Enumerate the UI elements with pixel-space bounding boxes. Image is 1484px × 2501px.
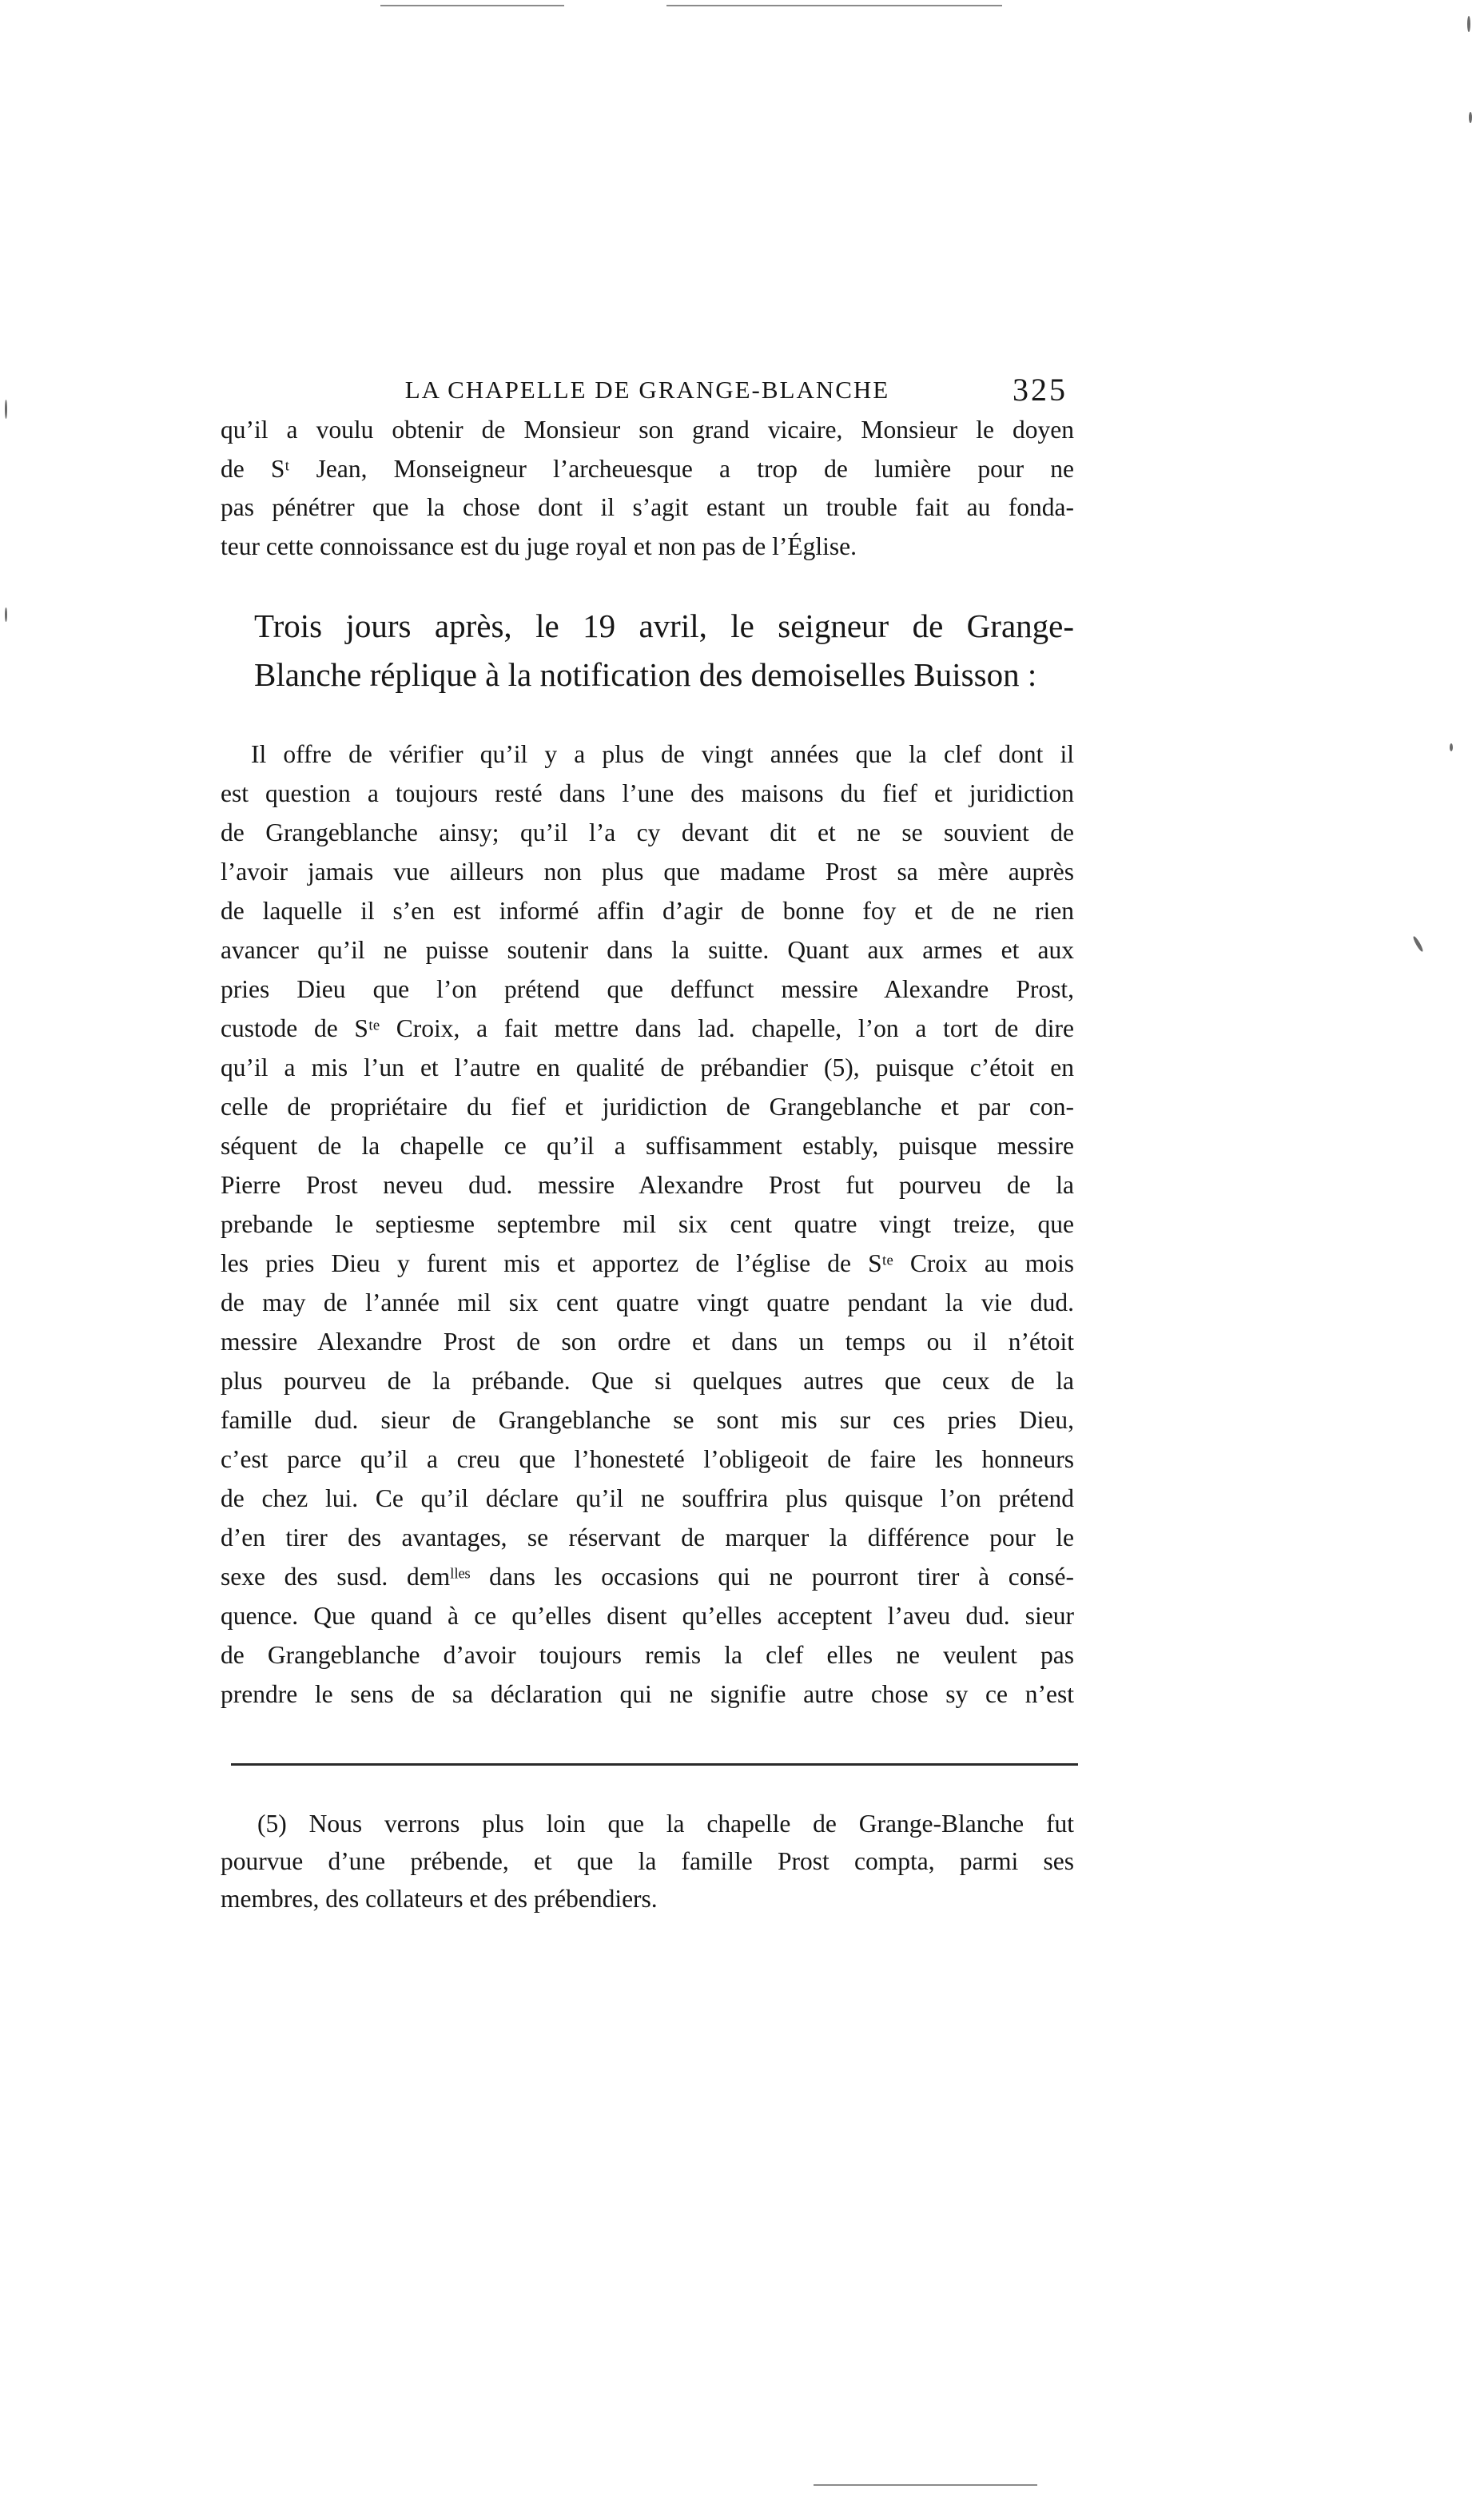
text-line: de Sᵗ Jean, Monseigneur l’archeuesque a trop de lumière pour ne — [221, 454, 1074, 483]
page-content — [221, 369, 1074, 1714]
lead-paragraph — [221, 602, 1074, 699]
scan-speck — [1450, 743, 1453, 751]
text-line: qu’il a mis l’un et l’autre en qualité de prébandier (5), puisque c’étoit en — [221, 1053, 1074, 1081]
text-line: d’en tirer des avantages, se réservant de marquer la différence pour le — [221, 1523, 1074, 1551]
text-line: plus pourveu de la prébande. Que si quelques autres que ceux de la — [221, 1367, 1074, 1395]
footnote — [221, 1805, 1074, 1918]
text-line: teur cette connoissance est du juge royal et non pas de l’Église. — [221, 532, 857, 560]
scan-speck — [1467, 16, 1470, 32]
text-line: messire Alexandre Prost de son ordre et dans un temps ou il n’étoit — [221, 1328, 1074, 1356]
running-head — [221, 369, 1074, 411]
text-line: prebande le septiesme septembre mil six cent quatre vingt treize, que — [221, 1210, 1074, 1238]
text-line: l’avoir jamais vue ailleurs non plus que madame Prost sa mère auprès — [221, 858, 1074, 886]
text-line: sexe des susd. demˡˡᵉˢ dans les occasions qui ne pourront tirer à consé- — [221, 1563, 1074, 1591]
footnote-line: pourvue d’une prébende, et que la famille Prost compta, parmi ses — [221, 1847, 1074, 1875]
scan-speck — [5, 607, 7, 622]
scan-speck — [5, 400, 7, 419]
text-line: de Grangeblanche d’avoir toujours remis la clef elles ne veulent pas — [221, 1641, 1074, 1669]
text-line: de laquelle il s’en est informé affin d’agir de bonne foy et de ne rien — [221, 897, 1074, 925]
text-line: qu’il a voulu obtenir de Monsieur son grand vicaire, Monsieur le doyen — [221, 416, 1074, 444]
text-line: est question a toujours resté dans l’une des maisons du fief et juridiction — [221, 779, 1074, 807]
footnote-line: membres, des collateurs et des prébendiers. — [221, 1885, 658, 1913]
text-line: quence. Que quand à ce qu’elles disent qu’elles acceptent l’aveu dud. sieur — [221, 1602, 1074, 1630]
scan-edge-top-left — [380, 5, 564, 6]
text-line: prendre le sens de sa déclaration qui ne signifie autre chose sy ce n’est — [221, 1680, 1074, 1708]
text-line: c’est parce qu’il a creu que l’honesteté l’obligeoit de faire les honneurs — [221, 1445, 1074, 1473]
running-title: LA CHAPELLE DE GRANGE-BLANCHE — [404, 376, 890, 404]
quoted-declaration — [221, 735, 1074, 1714]
text-line: les pries Dieu y furent mis et apportez de l’église de Sᵗᵉ Croix au mois — [221, 1249, 1074, 1277]
text-line: Blanche réplique à la notification des demoiselles Buisson : — [254, 656, 1037, 693]
text-line: pries Dieu que l’on prétend que deffunct messire Alexandre Prost, — [221, 975, 1074, 1003]
text-line: de may de l’année mil six cent quatre vingt quatre pendant la vie dud. — [221, 1288, 1074, 1316]
scan-edge-top-right — [666, 5, 1002, 6]
text-line: avancer qu’il ne puisse soutenir dans la suitte. Quant aux armes et aux — [221, 936, 1074, 964]
intro-paragraph — [221, 411, 1074, 566]
text-line: Il offre de vérifier qu’il y a plus de vingt années que la clef dont il — [251, 740, 1074, 768]
text-line: famille dud. sieur de Grangeblanche se sont mis sur ces pries Dieu, — [221, 1406, 1074, 1434]
scan-speck — [1412, 935, 1424, 953]
footnote-line: (5) Nous verrons plus loin que la chapelle de Grange-Blanche fut — [257, 1810, 1074, 1838]
footnote-rule — [231, 1763, 1078, 1766]
text-line: Pierre Prost neveu dud. messire Alexandre Prost fut pourveu de la — [221, 1171, 1074, 1199]
text-line: celle de propriétaire du fief et juridiction de Grangeblanche et par con- — [221, 1093, 1074, 1121]
scan-speck — [1469, 112, 1472, 123]
scan-edge-bottom — [814, 2484, 1037, 2486]
text-line: séquent de la chapelle ce qu’il a suffisamment estably, puisque messire — [221, 1132, 1074, 1160]
text-line: de chez lui. Ce qu’il déclare qu’il ne souffrira plus quisque l’on prétend — [221, 1484, 1074, 1512]
text-line: custode de Sᵗᵉ Croix, a fait mettre dans lad. chapelle, l’on a tort de dire — [221, 1014, 1074, 1042]
page-number: 325 — [1013, 372, 1068, 408]
text-line: de Grangeblanche ainsy; qu’il l’a cy devant dit et ne se souvient de — [221, 818, 1074, 846]
text-line: pas pénétrer que la chose dont il s’agit estant un trouble fait au fonda- — [221, 493, 1074, 521]
text-line: Trois jours après, le 19 avril, le seigneur de Grange- — [254, 607, 1074, 644]
